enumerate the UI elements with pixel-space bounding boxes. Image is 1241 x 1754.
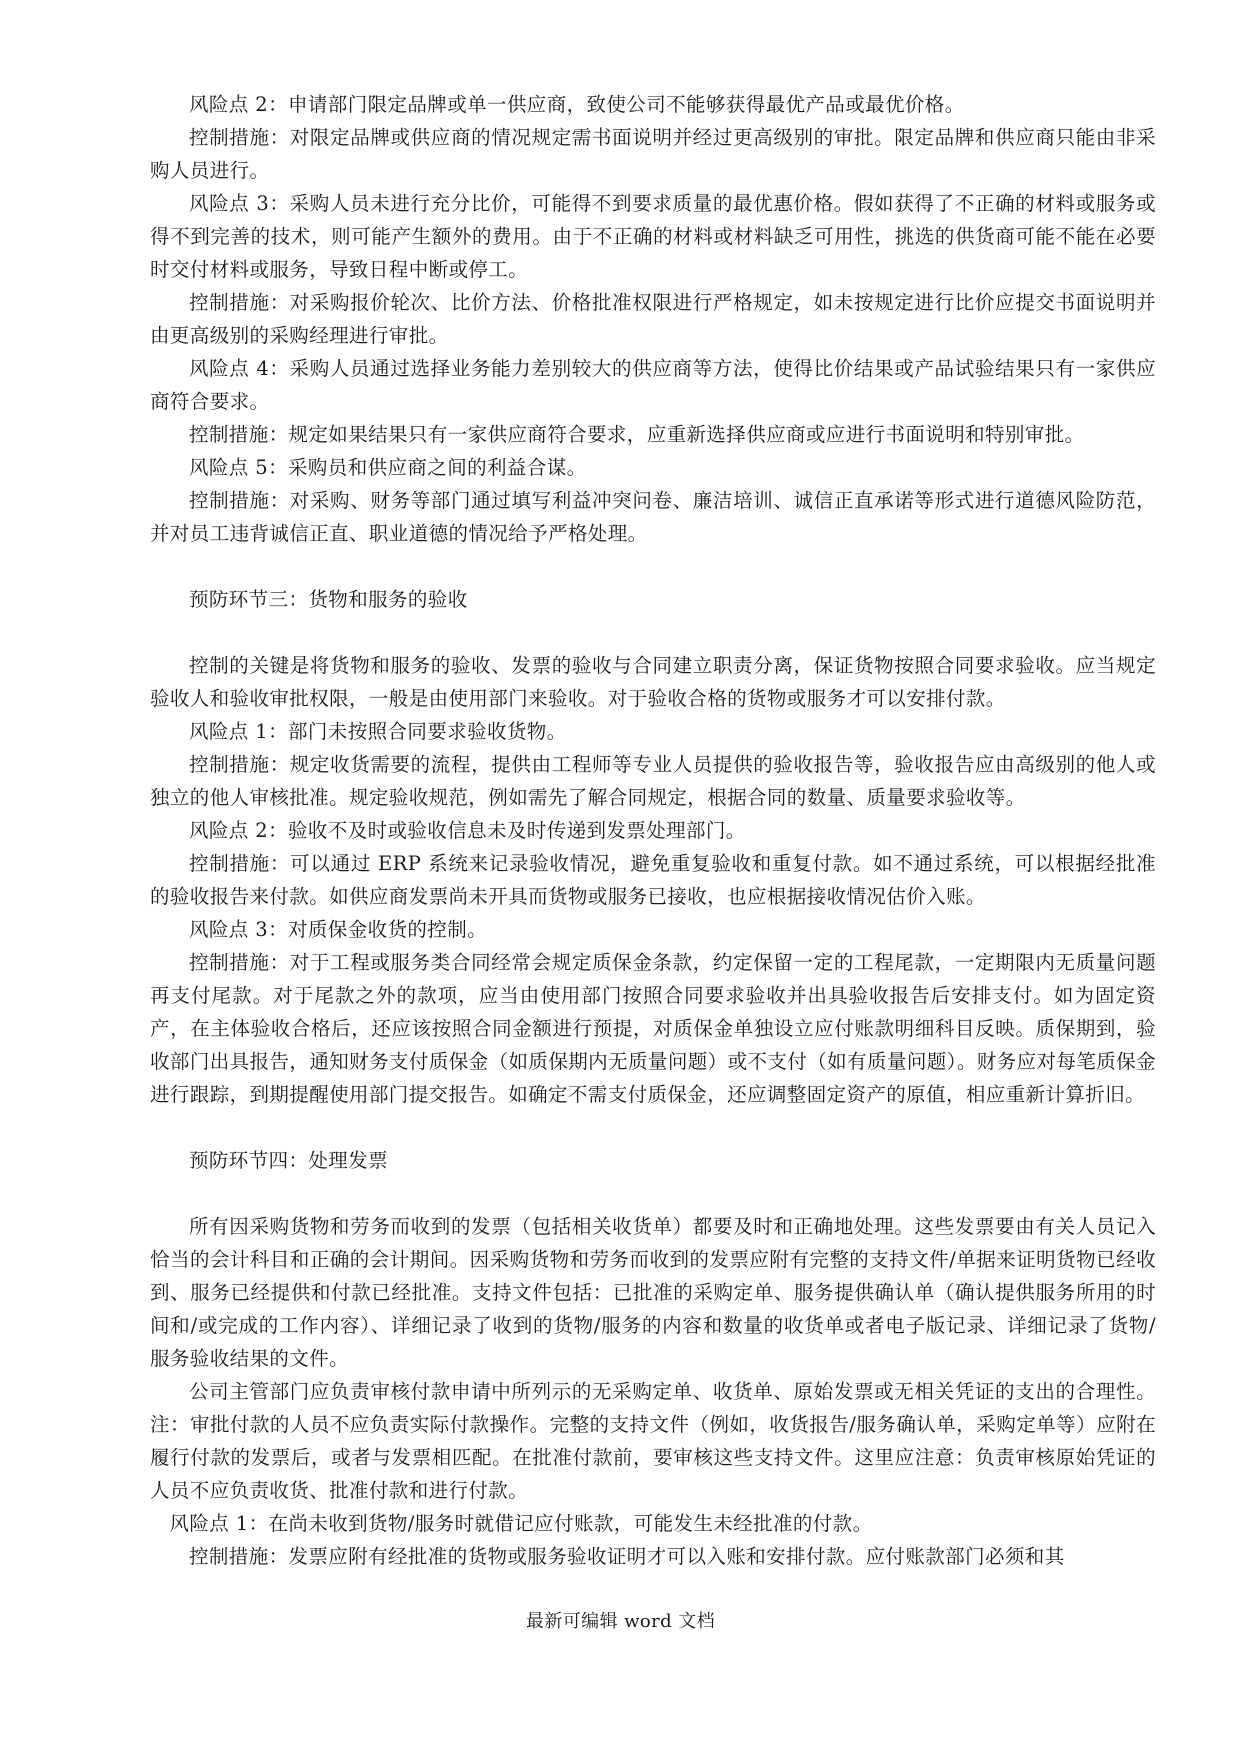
section-intro: 控制的关键是将货物和服务的验收、发票的验收与合同建立职责分离，保证货物按照合同要求验收。应当规定验收人和验收审批权限，一般是由使用部门来验收。对于验收合格的货物或服务才可以安排付款。 [150,654,1156,710]
section-heading: 预防环节三：货物和服务的验收 [189,588,468,611]
risk-point-3: 风险点 3：采购人员未进行充分比价，可能得不到要求质量的最优惠价格。假如获得了不正确的材料或服务或得不到完善的技术，则可能产生额外的费用。由于不正确的材料或材料缺乏可用性，挑选的供货商可能不能在必要时交付材料或服务，导致日程中断或停工。 [150,192,1156,281]
section-intro: 所有因采购货物和劳务而收到的发票（包括相关收货单）都要及时和正确地处理。这些发票要由有关人员记入恰当的会计科目和正确的会计期间。因采购货物和劳务而收到的发票应附有完整的支持文件/单据来证明货物已经收到、服务已经提供和付款已经批准。支持文件包括：已批准的采购定单、服务提供确认单（确认提供服务所用的时间和/或完成的工作内容）、详细记录了收到的货物/服务的内容和数量的收货单或者电子版记录、详细记录了货物/服务验收结果的文件。 [150,1215,1156,1370]
risk-point-2: 风险点 2：验收不及时或验收信息未及时传递到发票处理部门。 [189,819,746,842]
risk-point-3: 风险点 3：对质保金收货的控制。 [189,918,488,941]
section-heading: 预防环节四：处理发票 [189,1149,389,1172]
page-footer: 最新可编辑 word 文档 [525,1611,715,1632]
control-measure: 控制措施：对于工程或服务类合同经常会规定质保金条款，约定保留一定的工程尾款，一定期限内无质量问题再支付尾款。对于尾款之外的款项，应当由使用部门按照合同要求验收并出具验收报告后安排支付。如为固定资产，在主体验收合格后，还应该按照合同金额进行预提，对质保金单独设立应付账款明细科目反映。质保期到，验收部门出具报告，通知财务支付质保金（如质保期内无质量问题）或不支付（如有质量问题）。财务应对每笔质保金进行跟踪，到期提醒使用部门提交报告。如确定不需支付质保金，还应调整固定资产的原值，相应重新计算折旧。 [150,951,1156,1106]
control-measure: 控制措施：发票应附有经批准的货物或服务验收证明才可以入账和安排付款。应付账款部门必须和其 [189,1545,1065,1568]
control-measure: 控制措施：对采购、财务等部门通过填写利益冲突问卷、廉洁培训、诚信正直承诺等形式进行道德风险防范，并对员工违背诚信正直、职业道德的情况给予严格处理。 [150,489,1156,545]
risk-point-1: 风险点 1：部门未按照合同要求验收货物。 [189,720,567,743]
risk-point-5: 风险点 5：采购员和供应商之间的利益合谋。 [189,456,587,479]
control-measure: 控制措施：可以通过 ERP 系统来记录验收情况，避免重复验收和重复付款。如不通过系统，可以根据经批准的验收报告来付款。如供应商发票尚未开具而货物或服务已接收，也应根据接收情况估价入账。 [150,852,1156,908]
risk-point-4: 风险点 4：采购人员通过选择业务能力差别较大的供应商等方法，使得比价结果或产品试验结果只有一家供应商符合要求。 [150,357,1156,413]
risk-point-1: 风险点 1：在尚未收到货物/服务时就借记应付账款，可能发生未经批准的付款。 [169,1512,873,1535]
control-measure: 控制措施：规定收货需要的流程，提供由工程师等专业人员提供的验收报告等，验收报告应由高级别的他人或独立的他人审核批准。规定验收规范，例如需先了解合同规定，根据合同的数量、质量要求验收等。 [150,753,1156,809]
control-measure: 控制措施：对限定品牌或供应商的情况规定需书面说明并经过更高级别的审批。限定品牌和供应商只能由非采购人员进行。 [150,126,1156,182]
body-paragraph: 公司主管部门应负责审核付款申请中所列示的无采购定单、收货单、原始发票或无相关凭证的支出的合理性。注：审批付款的人员不应负责实际付款操作。完整的支持文件（例如，收货报告/服务确认单，采购定单等）应附在履行付款的发票后，或者与发票相匹配。在批准付款前，要审核这些支持文件。这里应注意：负责审核原始凭证的人员不应负责收货、批准付款和进行付款。 [150,1380,1156,1502]
control-measure: 控制措施：规定如果结果只有一家供应商符合要求，应重新选择供应商或应进行书面说明和特别审批。 [189,423,1085,446]
control-measure: 控制措施：对采购报价轮次、比价方法、价格批准权限进行严格规定，如未按规定进行比价应提交书面说明并由更高级别的采购经理进行审批。 [150,291,1156,347]
document-body [150,88,1156,1573]
risk-point-2: 风险点 2：申请部门限定品牌或单一供应商，致使公司不能够获得最优产品或最优价格。 [189,93,965,116]
